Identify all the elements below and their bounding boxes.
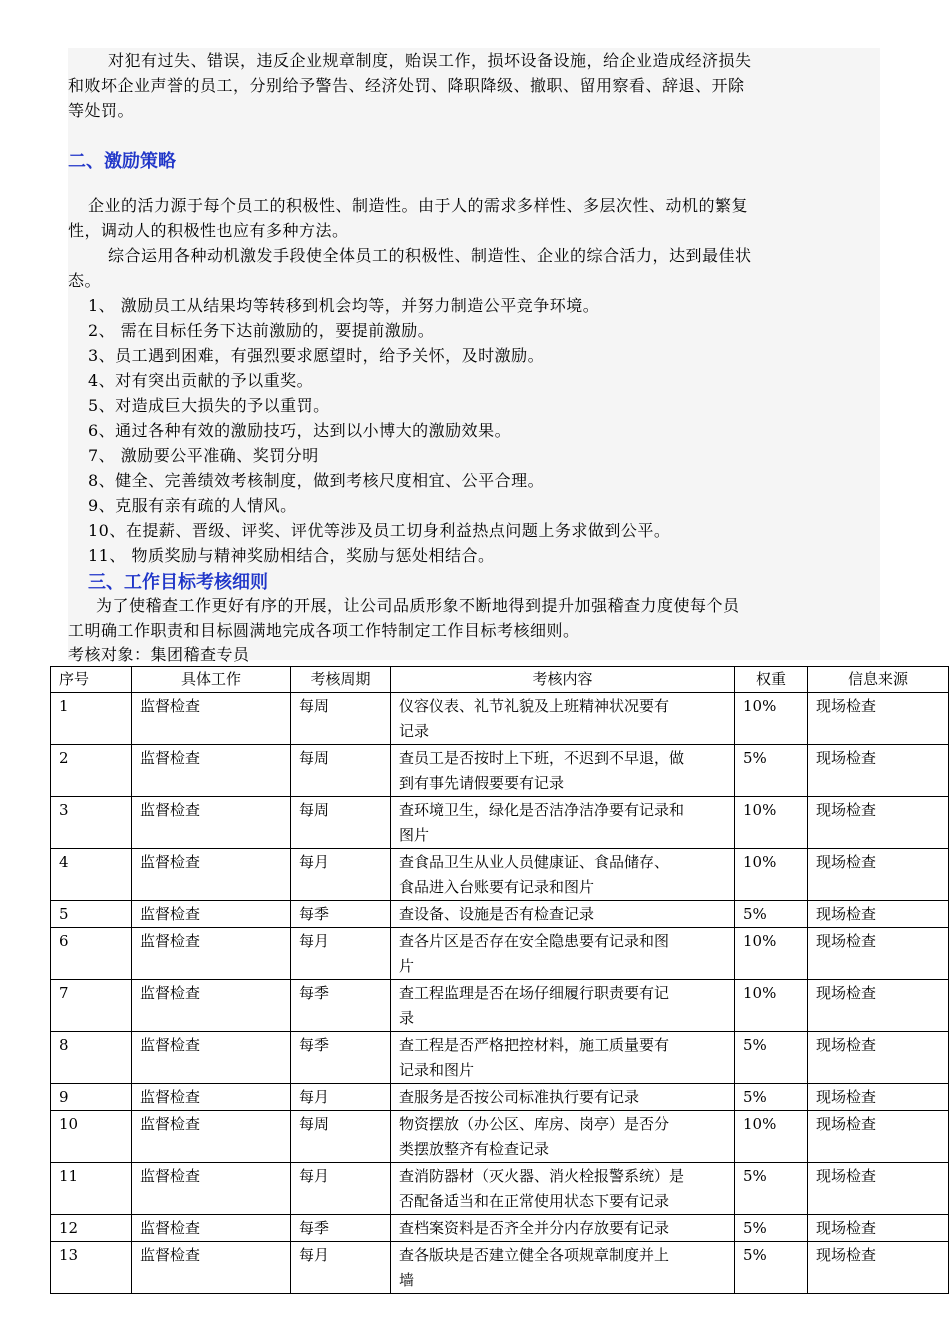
cell-no: 2 (51, 745, 132, 797)
incentive-item: 1、 激励员工从结果均等转移到机会均等，并努力制造公平竞争环境。 (88, 296, 600, 315)
cell-source: 现场检查 (808, 693, 949, 745)
table-row (51, 980, 949, 1032)
cell-work: 监督检查 (132, 1084, 291, 1111)
incentive-para2-line-1: 综合运用各种动机激发手段使全体员工的积极性、制造性、企业的综合活力，达到最佳状 (108, 246, 752, 265)
cell-weight: 10% (735, 693, 808, 745)
cell-no: 1 (51, 693, 132, 745)
cell-content-line: 录 (399, 1009, 415, 1027)
cell-weight: 5% (735, 1163, 808, 1215)
cell-content-line: 仪容仪表、礼节礼貌及上班精神状况要有 (399, 697, 670, 715)
cell-cycle: 每月 (291, 849, 391, 901)
assessment-para-line-1: 为了使稽查工作更好有序的开展，让公司品质形象不断地得到提升加强稽查力度使每个员 (96, 596, 740, 615)
cell-content (391, 1084, 735, 1111)
table-row (51, 901, 949, 928)
cell-no: 9 (51, 1084, 132, 1111)
incentive-para1-line-2: 性，调动人的积极性也应有多种方法。 (68, 221, 349, 240)
header-work: 具体工作 (132, 667, 291, 693)
header-weight: 权重 (735, 667, 808, 693)
cell-content (391, 901, 735, 928)
cell-content-line: 查档案资料是否齐全并分内存放要有记录 (399, 1219, 670, 1237)
header-source: 信息来源 (808, 667, 949, 693)
cell-content-line: 类摆放整齐有检查记录 (399, 1140, 550, 1158)
cell-cycle: 每周 (291, 745, 391, 797)
cell-content (391, 980, 735, 1032)
cell-work: 监督检查 (132, 980, 291, 1032)
cell-work: 监督检查 (132, 1215, 291, 1242)
table-row (51, 1242, 949, 1294)
cell-work: 监督检查 (132, 849, 291, 901)
cell-cycle: 每季 (291, 901, 391, 928)
cell-cycle: 每月 (291, 1163, 391, 1215)
cell-no: 5 (51, 901, 132, 928)
table-row (51, 1084, 949, 1111)
incentive-item: 11、 物质奖励与精神奖励相结合，奖励与惩处相结合。 (88, 546, 495, 565)
cell-cycle: 每月 (291, 1242, 391, 1294)
incentive-item: 5、对造成巨大损失的予以重罚。 (88, 396, 330, 415)
cell-weight: 5% (735, 901, 808, 928)
cell-source: 现场检查 (808, 980, 949, 1032)
incentive-item: 8、健全、完善绩效考核制度，做到考核尺度相宜、公平合理。 (88, 471, 545, 490)
cell-source: 现场检查 (808, 745, 949, 797)
cell-source: 现场检查 (808, 1215, 949, 1242)
cell-content (391, 745, 735, 797)
cell-work: 监督检查 (132, 1032, 291, 1084)
cell-no: 6 (51, 928, 132, 980)
cell-content-line: 查工程监理是否在场仔细履行职责要有记 (399, 984, 670, 1002)
cell-no: 12 (51, 1215, 132, 1242)
cell-content-line: 查员工是否按时上下班，不迟到不早退，做 (399, 749, 685, 767)
header-content: 考核内容 (391, 667, 735, 693)
cell-cycle: 每季 (291, 1215, 391, 1242)
cell-content-line: 查各版块是否建立健全各项规章制度并上 (399, 1246, 670, 1264)
cell-source: 现场检查 (808, 901, 949, 928)
cell-no: 8 (51, 1032, 132, 1084)
cell-weight: 5% (735, 1215, 808, 1242)
header-cycle: 考核周期 (291, 667, 391, 693)
incentive-item: 10、在提薪、晋级、评奖、评优等涉及员工切身利益热点问题上务求做到公平。 (88, 521, 671, 540)
cell-source: 现场检查 (808, 1032, 949, 1084)
cell-weight: 10% (735, 928, 808, 980)
intro-line-3: 等处罚。 (68, 101, 135, 120)
cell-content-line: 查各片区是否存在安全隐患要有记录和图 (399, 932, 670, 950)
cell-content (391, 1032, 735, 1084)
cell-work: 监督检查 (132, 1163, 291, 1215)
cell-content-line: 查环境卫生，绿化是否洁净洁净要有记录和 (399, 801, 685, 819)
table-row (51, 797, 949, 849)
cell-no: 10 (51, 1111, 132, 1163)
cell-content-line: 墙 (399, 1271, 415, 1289)
cell-cycle: 每月 (291, 1084, 391, 1111)
cell-no: 4 (51, 849, 132, 901)
intro-line-1: 对犯有过失、错误，违反企业规章制度，贻误工作，损坏设备设施，给企业造成经济损失 (108, 51, 752, 70)
cell-source: 现场检查 (808, 1242, 949, 1294)
cell-content (391, 1215, 735, 1242)
cell-source: 现场检查 (808, 1163, 949, 1215)
cell-no: 11 (51, 1163, 132, 1215)
cell-content (391, 1111, 735, 1163)
table-header-row (51, 667, 949, 693)
cell-content-line: 否配备适当和在正常使用状态下要有记录 (399, 1192, 670, 1210)
header-no: 序号 (51, 667, 132, 693)
cell-cycle: 每周 (291, 797, 391, 849)
cell-source: 现场检查 (808, 1111, 949, 1163)
cell-source: 现场检查 (808, 1084, 949, 1111)
cell-content-line: 图片 (399, 826, 430, 844)
cell-content-line: 查食品卫生从业人员健康证、食品储存、 (399, 853, 670, 871)
cell-weight: 5% (735, 1032, 808, 1084)
cell-content-line: 查设备、设施是否有检查记录 (399, 905, 595, 923)
cell-weight: 10% (735, 849, 808, 901)
cell-content-line: 食品进入台账要有记录和图片 (399, 878, 595, 896)
incentive-item: 3、员工遇到困难，有强烈要求愿望时，给予关怀，及时激励。 (88, 346, 545, 365)
cell-content (391, 1242, 735, 1294)
cell-content (391, 928, 735, 980)
cell-cycle: 每季 (291, 1032, 391, 1084)
assessment-target: 考核对象：集团稽查专员 (68, 645, 250, 664)
cell-no: 7 (51, 980, 132, 1032)
cell-work: 监督检查 (132, 901, 291, 928)
cell-content-line: 记录和图片 (399, 1061, 475, 1079)
cell-content (391, 849, 735, 901)
cell-cycle: 每周 (291, 1111, 391, 1163)
cell-content-line: 查消防器材（灭火器、消火栓报警系统）是 (399, 1167, 685, 1185)
cell-source: 现场检查 (808, 797, 949, 849)
cell-work: 监督检查 (132, 928, 291, 980)
incentive-item: 7、 激励要公平准确、奖罚分明 (88, 446, 319, 465)
cell-work: 监督检查 (132, 1111, 291, 1163)
assessment-para-line-2: 工明确工作职责和目标圆满地完成各项工作特制定工作目标考核细则。 (68, 621, 580, 640)
section-heading-assessment: 三、工作目标考核细则 (88, 572, 268, 592)
cell-content-line: 记录 (399, 722, 430, 740)
cell-weight: 5% (735, 1242, 808, 1294)
cell-cycle: 每周 (291, 693, 391, 745)
cell-content-line: 查服务是否按公司标准执行要有记录 (399, 1088, 640, 1106)
cell-source: 现场检查 (808, 849, 949, 901)
table-row (51, 1111, 949, 1163)
cell-cycle: 每月 (291, 928, 391, 980)
table-row (51, 745, 949, 797)
table-row (51, 693, 949, 745)
table-row (51, 849, 949, 901)
incentive-item: 9、克服有亲有疏的人情风。 (88, 496, 297, 515)
incentive-para1-line-1: 企业的活力源于每个员工的积极性、制造性。由于人的需求多样性、多层次性、动机的繁复 (88, 196, 749, 215)
incentive-item: 6、通过各种有效的激励技巧，达到以小博大的激励效果。 (88, 421, 512, 440)
intro-line-2: 和败坏企业声誉的员工，分别给予警告、经济处罚、降职降级、撤职、留用察看、辞退、开除 (68, 76, 745, 95)
cell-content-line: 片 (399, 957, 415, 975)
cell-content-line: 物资摆放（办公区、库房、岗亭）是否分 (399, 1115, 670, 1133)
cell-work: 监督检查 (132, 797, 291, 849)
cell-content (391, 693, 735, 745)
cell-content-line: 到有事先请假要要有记录 (399, 774, 565, 792)
cell-content-line: 查工程是否严格把控材料，施工质量要有 (399, 1036, 670, 1054)
assessment-table (50, 666, 949, 1294)
incentive-para2-line-2: 态。 (68, 271, 102, 290)
section-heading-incentive: 二、激励策略 (68, 151, 176, 171)
cell-weight: 10% (735, 1111, 808, 1163)
table-row (51, 1215, 949, 1242)
cell-work: 监督检查 (132, 745, 291, 797)
cell-work: 监督检查 (132, 693, 291, 745)
cell-weight: 10% (735, 980, 808, 1032)
cell-source: 现场检查 (808, 928, 949, 980)
incentive-item: 4、对有突出贡献的予以重奖。 (88, 371, 314, 390)
cell-no: 13 (51, 1242, 132, 1294)
cell-weight: 5% (735, 745, 808, 797)
cell-work: 监督检查 (132, 1242, 291, 1294)
table-row (51, 1032, 949, 1084)
cell-content (391, 797, 735, 849)
cell-cycle: 每季 (291, 980, 391, 1032)
incentive-item: 2、 需在目标任务下达前激励的，要提前激励。 (88, 321, 435, 340)
cell-weight: 5% (735, 1084, 808, 1111)
cell-no: 3 (51, 797, 132, 849)
cell-weight: 10% (735, 797, 808, 849)
table-row (51, 1163, 949, 1215)
table-row (51, 928, 949, 980)
cell-content (391, 1163, 735, 1215)
